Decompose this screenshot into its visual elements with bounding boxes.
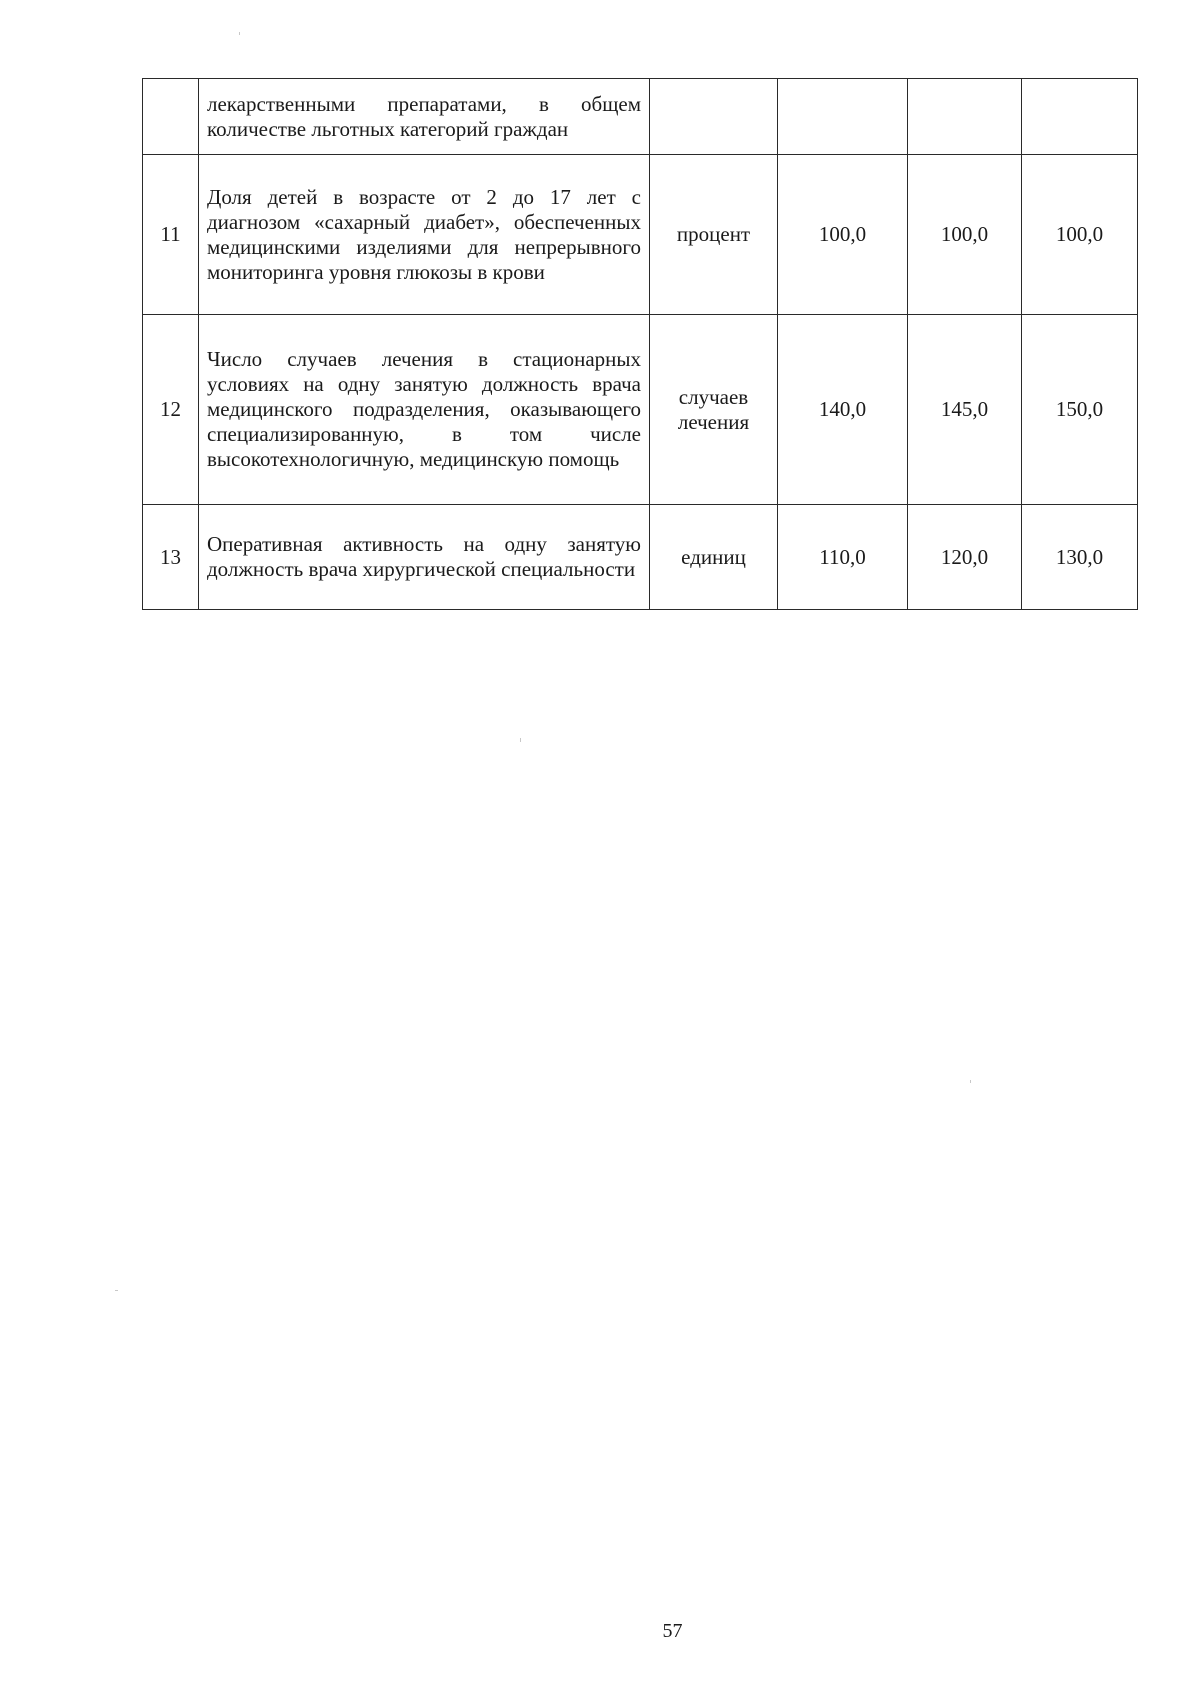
indicator-description: Оперативная активность на одну занятую должность врача хирургической специальности [199, 505, 650, 610]
scan-speck [520, 738, 521, 742]
value-cell [778, 79, 908, 155]
value-cell [1022, 79, 1138, 155]
value-cell: 140,0 [778, 315, 908, 505]
value-cell: 100,0 [1022, 155, 1138, 315]
value-cell: 150,0 [1022, 315, 1138, 505]
table-row [143, 505, 1138, 610]
indicators-table [142, 78, 1138, 610]
value-cell: 120,0 [908, 505, 1022, 610]
value-cell: 110,0 [778, 505, 908, 610]
value-cell: 100,0 [778, 155, 908, 315]
row-number: 13 [143, 505, 199, 610]
value-cell: 145,0 [908, 315, 1022, 505]
page-number: 57 [662, 1620, 683, 1642]
scan-speck [970, 1080, 971, 1083]
table-row [143, 79, 1138, 155]
value-cell: 130,0 [1022, 505, 1138, 610]
table-row [143, 315, 1138, 505]
indicator-description: лекарственными препаратами, в общем количестве льготных категорий граждан [199, 79, 650, 155]
row-number: 12 [143, 315, 199, 505]
row-number [143, 79, 199, 155]
indicator-description: Число случаев лечения в стационарных условиях на одну занятую должность врача медицинского подразделения, оказывающего специализированную, в том числе высокотехнологичную, медицинскую помощь [199, 315, 650, 505]
scan-speck [115, 1290, 118, 1291]
unit-cell: единиц [650, 505, 778, 610]
value-cell [908, 79, 1022, 155]
value-cell: 100,0 [908, 155, 1022, 315]
row-number: 11 [143, 155, 199, 315]
scan-speck [239, 32, 240, 35]
indicator-description: Доля детей в возрасте от 2 до 17 лет с диагнозом «сахарный диабет», обеспеченных медицинскими изделиями для непрерывного мониторинга уровня глюкозы в крови [199, 155, 650, 315]
unit-cell: процент [650, 155, 778, 315]
table-row [143, 155, 1138, 315]
unit-cell: случаев лечения [650, 315, 778, 505]
unit-cell [650, 79, 778, 155]
